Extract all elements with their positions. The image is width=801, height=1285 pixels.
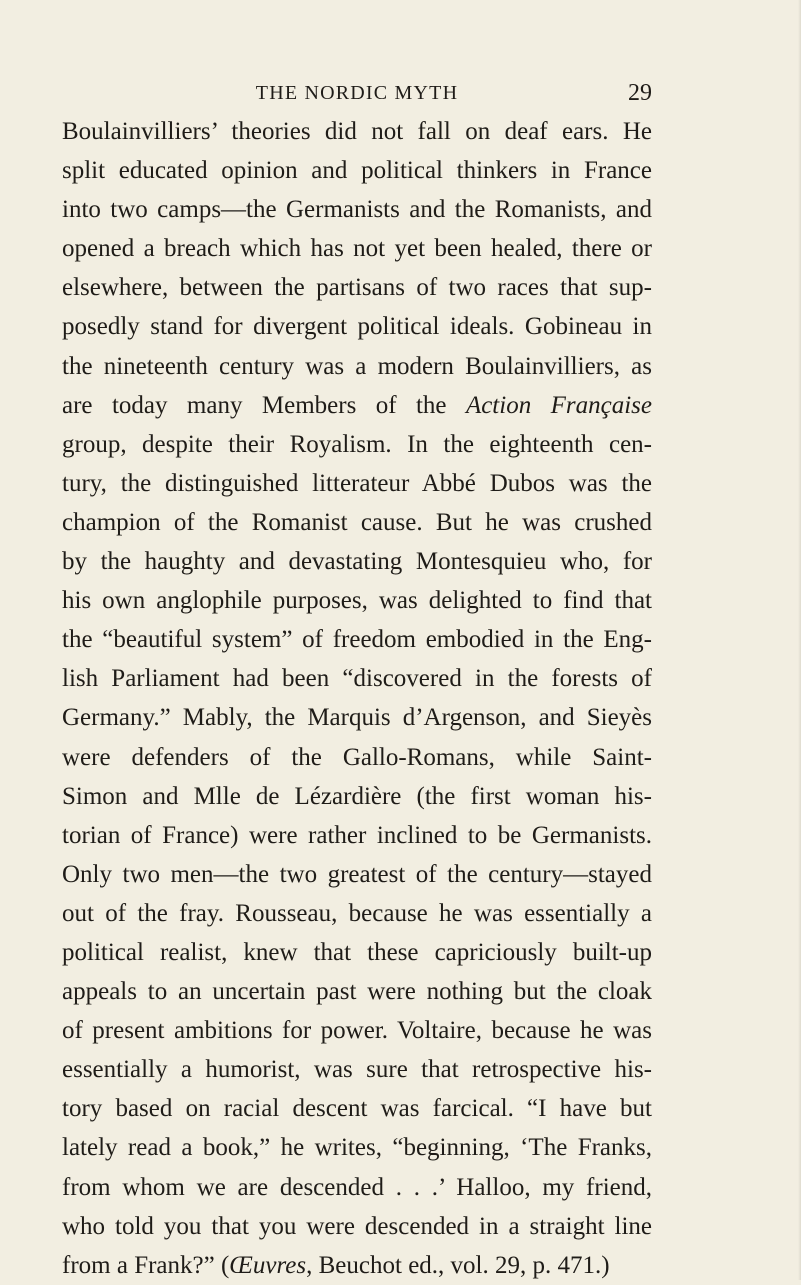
- text-line: the nineteenth century was a modern Boulainvilliers, as: [62, 352, 652, 380]
- body-text: [62, 112, 652, 1285]
- text-line: tury, the distinguished litterateur Abbé Dubos was the: [62, 469, 652, 497]
- text-line: from whom we are descended . . .’ Halloo, my friend,: [62, 1173, 652, 1201]
- text-line: the “beautiful system” of freedom embodied in the Eng-: [62, 626, 652, 654]
- text-line: [62, 1246, 652, 1285]
- text-line: his own anglophile purposes, was delighted to find that: [62, 587, 652, 615]
- text-line: posedly stand for divergent political ideals. Gobineau in: [62, 313, 652, 341]
- text-line: who told you that you were descended in a straight line: [62, 1212, 652, 1240]
- text-run: from a Frank?” (: [62, 1251, 230, 1279]
- page-number: 29: [628, 80, 652, 106]
- text-line: torian of France) were rather inclined to be Germanists.: [62, 821, 652, 849]
- text-line: out of the fray. Rousseau, because he was essentially a: [62, 899, 652, 927]
- text-run: are today many Members of the: [62, 391, 466, 419]
- text-line: split educated opinion and political thinkers in France: [62, 157, 652, 185]
- text-line: champion of the Romanist cause. But he was crushed: [62, 508, 652, 536]
- running-title: THE NORDIC MYTH: [255, 82, 459, 104]
- text-line: were defenders of the Gallo-Romans, while Saint-: [62, 743, 652, 771]
- text-line: [62, 386, 652, 425]
- text-line: Germany.” Mably, the Marquis d’Argenson, and Sieyès: [62, 704, 652, 732]
- text-line: opened a breach which has not yet been healed, there or: [62, 235, 652, 263]
- text-line: group, despite their Royalism. In the eighteenth cen-: [62, 430, 652, 458]
- running-head: [62, 78, 652, 108]
- italic-title-action-francaise: Action Française: [465, 391, 652, 419]
- text-line: essentially a humorist, was sure that retrospective his-: [62, 1056, 652, 1084]
- italic-title-oeuvres: Œuvres: [229, 1251, 307, 1279]
- text-line: lish Parliament had been “discovered in the forests of: [62, 665, 652, 693]
- text-line: appeals to an uncertain past were nothing but the cloak: [62, 978, 652, 1006]
- text-line: Boulainvilliers’ theories did not fall on deaf ears. He: [62, 118, 652, 145]
- text-line: into two camps—the Germanists and the Romanists, and: [62, 196, 652, 224]
- text-line: by the haughty and devastating Montesquieu who, for: [62, 548, 652, 576]
- text-run: , Beuchot ed., vol. 29, p. 471.): [306, 1251, 610, 1279]
- text-line: elsewhere, between the partisans of two races that sup-: [62, 274, 652, 302]
- text-line: of present ambitions for power. Voltaire, because he was: [62, 1017, 652, 1045]
- text-line: tory based on racial descent was farcical. “I have but: [62, 1095, 652, 1123]
- text-line: lately read a book,” he writes, “beginning, ‘The Franks,: [62, 1134, 652, 1162]
- text-line: Simon and Mlle de Lézardière (the first woman his-: [62, 782, 652, 810]
- text-line: political realist, knew that these capriciously built-up: [62, 938, 652, 966]
- text-line: Only two men—the two greatest of the century—stayed: [62, 860, 652, 888]
